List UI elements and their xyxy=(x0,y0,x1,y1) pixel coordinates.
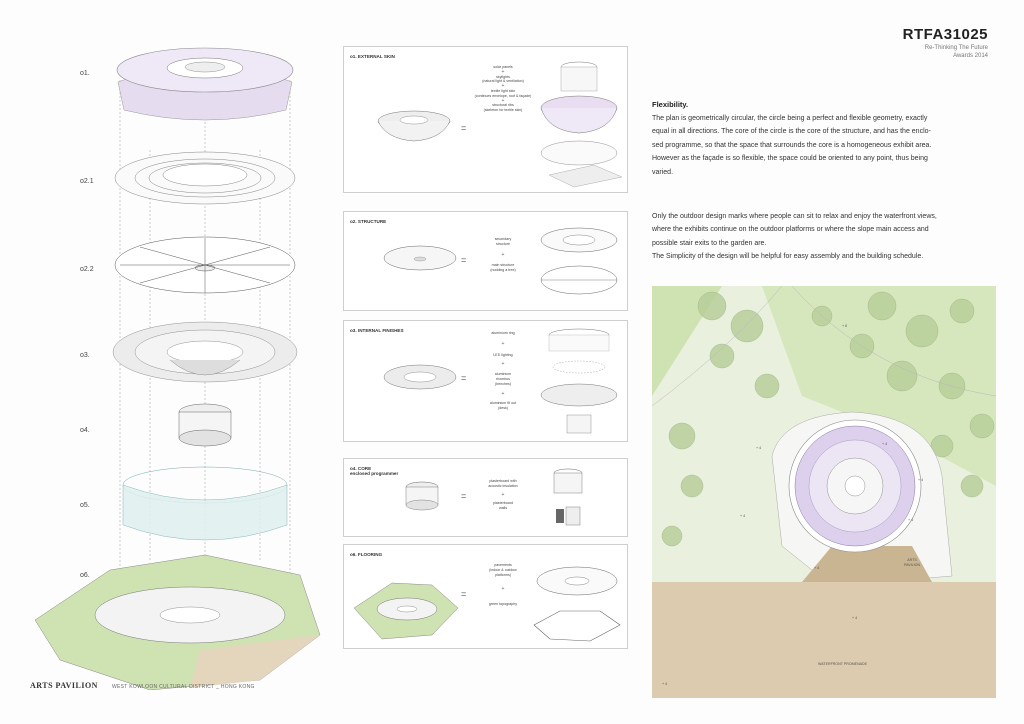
flexibility-paragraph-2 xyxy=(652,210,1002,264)
plus-sign: + xyxy=(501,390,505,397)
panel-external-skin xyxy=(343,46,628,193)
footer-title: ARTS PAVILION xyxy=(30,681,98,690)
skin-assembled-icon xyxy=(374,107,454,147)
structure-components-icon xyxy=(534,220,624,306)
note-structural-ribs: structural ribs xyxy=(492,103,514,108)
plus-sign: + xyxy=(501,361,505,368)
site-plan xyxy=(652,286,996,698)
site-plan-drawing xyxy=(652,286,996,698)
panel-label xyxy=(350,466,398,476)
panel-label-line2: enclosed programmer xyxy=(350,471,399,476)
text-line: equal in all directions. The core of the circle is the core of the structure, and has the enclo- xyxy=(652,128,931,136)
flexibility-paragraph-1 xyxy=(652,112,1002,179)
plus-sign: + xyxy=(501,586,505,593)
level-label-o5: o5. xyxy=(80,502,90,509)
text-line: Only the outdoor design marks where people can sit to relax and enjoy the waterfront views, xyxy=(652,213,937,220)
plus-sign: + xyxy=(501,340,505,347)
level-label-o2-1: o2.1 xyxy=(80,178,94,185)
text-line: However as the façade is so flexible, the space could be oriented to any point, thus being xyxy=(652,155,928,163)
project-code: RTFA31025 xyxy=(902,26,988,43)
level-label-o2-2: o2.2 xyxy=(80,266,94,273)
level-tag: + 4 xyxy=(740,514,746,518)
waterfront-promenade-label: WATERFRONT PROMENADE xyxy=(818,662,868,666)
panel-flooring xyxy=(343,544,628,649)
note-benches: (benches) xyxy=(495,381,511,386)
level-tag: + 4 xyxy=(918,478,924,482)
plus-sign: + xyxy=(501,68,505,75)
core-components-icon xyxy=(548,465,588,531)
plus-sign: + xyxy=(501,251,505,258)
component-notes xyxy=(472,563,534,607)
level-tag: + 4 xyxy=(882,442,888,446)
core-layer xyxy=(179,404,231,446)
level-tag: + 6 xyxy=(842,324,848,328)
level-tag: + 4 xyxy=(852,616,858,620)
note-textile-skin: textile light skin xyxy=(490,88,516,93)
award-subtitle-line1: Re-Thinking The Future xyxy=(924,45,988,51)
core-assembled-icon xyxy=(402,479,442,515)
note-aluminium: aluminium xyxy=(494,372,512,377)
level-tag: + 4 xyxy=(662,682,668,686)
skin-components-icon xyxy=(534,53,624,189)
note-plasterboard-acoustic: plasterboard with xyxy=(489,479,517,483)
panel-label: o3. INTERNAL FINISHES xyxy=(350,328,404,333)
site-label-line: ARTS xyxy=(907,558,917,562)
note-aluminium-fit-out: aluminium fit out xyxy=(489,401,517,406)
note-green-topography: green topography xyxy=(488,602,518,607)
panel-structure xyxy=(343,211,628,311)
arts-pavilion-label xyxy=(904,558,920,568)
level-tag: + 4 xyxy=(814,566,820,570)
panel-label: o1. EXTERNAL SKIN xyxy=(350,54,395,59)
text-line: where the exhibits continue on the outdoor platforms or where the slope main access and xyxy=(652,226,929,234)
external-skin-layer xyxy=(117,48,293,120)
note-pavements: pavements xyxy=(494,563,512,567)
flooring-assembled-icon xyxy=(352,563,462,643)
text-line: The Simplicity of the design will be helpful for easy assembly and the building schedule. xyxy=(652,253,924,261)
footer-subtitle: WEST KOWLOON CULTURAL DISTRICT _ HONG KONG xyxy=(112,684,255,690)
exploded-axonometric xyxy=(0,0,330,690)
level-label-o4: o4. xyxy=(80,427,90,434)
equals-sign: = xyxy=(461,373,467,383)
note-plasterboard: plasterboard xyxy=(493,501,513,506)
level-tag: + 4 xyxy=(908,518,914,522)
note-pavements-detail: (indoor & outdoor xyxy=(489,567,517,572)
exploded-axonometric-drawing xyxy=(0,0,330,690)
equals-sign: = xyxy=(461,589,467,599)
component-notes xyxy=(472,479,534,511)
note-solar-panels: solar panels xyxy=(493,65,513,69)
note-main-structure-detail: (nodding a tree) xyxy=(490,268,516,273)
internal-finishes-layer xyxy=(113,322,297,382)
equals-sign: = xyxy=(461,491,467,501)
note-aluminium-ring: aluminium ring xyxy=(491,331,515,335)
level-label-o6: o6. xyxy=(80,572,90,579)
note-secondary-structure: structure xyxy=(496,241,510,246)
flooring-layer xyxy=(35,555,320,690)
note-skylights-detail: (natural light & ventilation) xyxy=(482,79,524,84)
level-label-o3: o3. xyxy=(80,352,90,359)
note-led-lighting: LED lighting xyxy=(493,352,513,357)
note-secondary: secondary xyxy=(494,237,512,241)
panel-label-line1: o4. CORE xyxy=(350,466,372,471)
note-rhombus: rhombus xyxy=(496,376,510,381)
flooring-components-icon xyxy=(530,555,624,645)
site-label-line: PAVILION xyxy=(904,563,921,567)
plus-sign: + xyxy=(501,97,505,104)
plus-sign: + xyxy=(501,83,505,90)
note-skylights: skylights xyxy=(496,74,510,79)
note-structural-ribs-detail: (skeleton for textile skin) xyxy=(483,108,523,113)
glass-facade-layer xyxy=(123,467,287,540)
panel-core xyxy=(343,458,628,537)
plus-sign: + xyxy=(501,491,505,498)
equals-sign: = xyxy=(461,123,467,133)
note-walls: walls xyxy=(499,506,507,511)
award-subtitle xyxy=(925,44,988,60)
level-tag: + 4 xyxy=(756,446,762,450)
level-label-o1: o1. xyxy=(80,70,90,77)
finishes-components-icon xyxy=(534,325,624,439)
flexibility-heading: Flexibility. xyxy=(652,100,689,109)
structure-assembled-icon xyxy=(380,242,460,278)
equals-sign: = xyxy=(461,255,467,265)
note-main-structure: main structure xyxy=(491,263,515,268)
panel-internal-finishes xyxy=(343,320,628,442)
text-line: varied. xyxy=(652,168,674,176)
note-textile-skin-detail: (continues envelope, roof & façade) xyxy=(474,93,532,98)
panel-label: o2. STRUCTURE xyxy=(350,219,387,224)
note-desk: (desk) xyxy=(498,406,508,411)
note-acoustic-insulation: acoustic insulation xyxy=(488,483,518,488)
award-subtitle-line2: Awards 2014 xyxy=(953,53,988,59)
component-notes xyxy=(472,65,534,113)
structure-layer xyxy=(115,237,295,293)
finishes-assembled-icon xyxy=(380,361,460,397)
component-notes xyxy=(472,237,534,273)
note-platforms: platforms) xyxy=(495,572,511,577)
structural-ribs-layer xyxy=(115,152,295,204)
panel-label: o6. FLOORING xyxy=(350,552,383,557)
text-line: possible stair exits to the garden are. xyxy=(652,239,767,247)
text-line: The plan is geometrically circular, the circle being a perfect and flexible geometry, exactly xyxy=(652,115,928,122)
text-line: sed programme, so that the space that surrounds the core is a homogeneous exhibit area. xyxy=(652,141,932,149)
component-notes xyxy=(472,331,534,411)
